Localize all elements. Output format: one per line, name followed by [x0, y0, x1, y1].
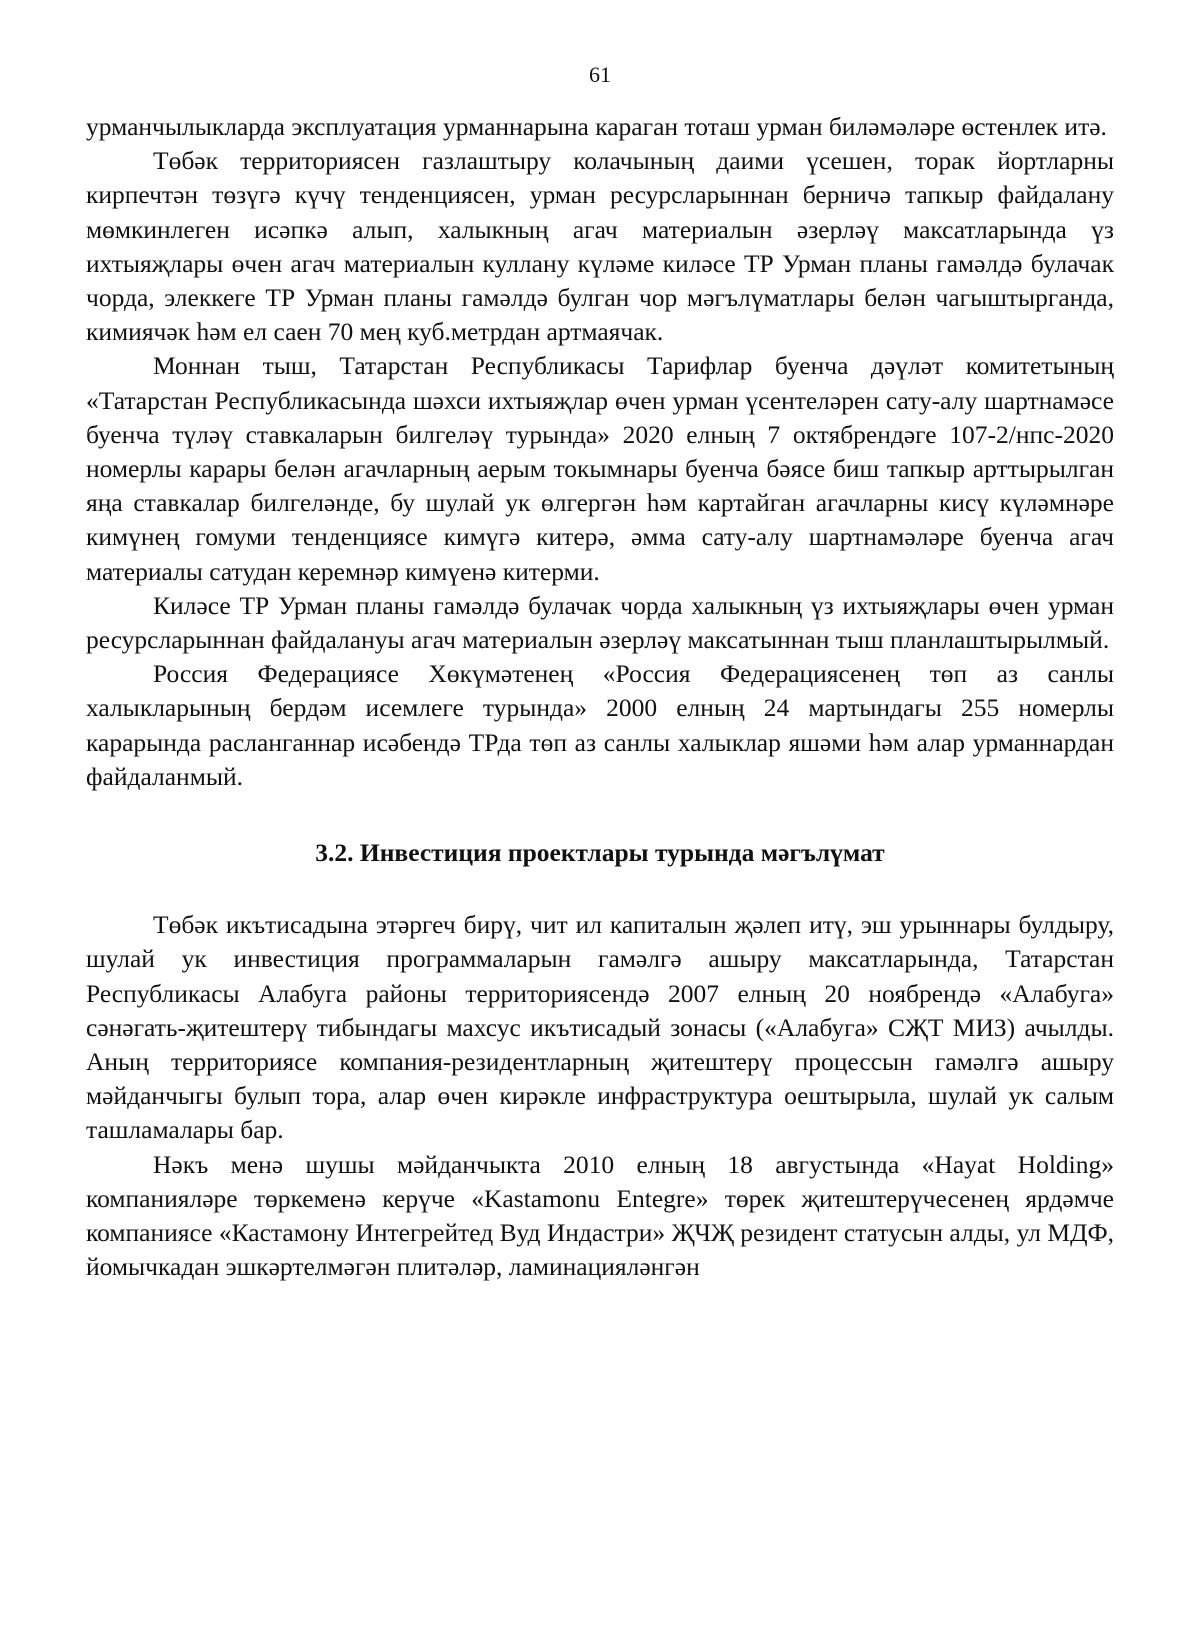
- paragraph-forest-plan: Киләсе ТР Урман планы гамәлдә булачак чорда халыкның үз ихтыяҗлары өчен урман ресурсларыннан файдалануы агач материалын әзерләү максатыннан тыш планлаштырылмый.: [86, 590, 1114, 655]
- paragraph-kastamonu: Нәкъ менә шушы мәйданчыкта 2010 елның 18 августында «Hayat Holding» компанияләре төркеменә керүче «Kastamonu Entegre» төрек җитештерүчесенең ярдәмче компаниясе «Кастамону Интегрейтед Вуд Индастри» ҖЧҖ резидент статусын алды, ул МДФ, йомычкадан эшкәртелмәгән плитәләр, ламинацияләнгән: [86, 1149, 1114, 1282]
- paragraph-continuation: урманчылыкларда эксплуатация урманнарына караган тоташ урман биләмәләре өстенлек итә.: [86, 112, 1107, 141]
- paragraph-tariffs: Моннан тыш, Татарстан Республикасы Тарифлар буенча дәүләт комитетының «Татарстан Республикасында шәхси ихтыяҗлар өчен урман үсентеләрен сату-алу шартнамәсе буенча түләү ставкаларын билгеләү турында» 2020 елның 7 октябрендәге 107-2/нпс-2020 номерлы карары белән агачларның аерым токымнары буенча бәясе биш тапкыр арттырылган яңа ставкалар билгеләнде, бу шулай ук өлгергән һәм картайган агачларны кисү күләмнәре кимүнең гомуми тенденциясе кимүгә китерә, әмма сату-алу шартнамәләре буенча агач материалы сатудан керемнәр кимүенә китерми.: [86, 351, 1114, 586]
- page-number: 61: [589, 62, 611, 87]
- body-text: [86, 110, 1114, 1285]
- paragraph-alabuga-sez: Төбәк икътисадына этәргеч бирү, чит ил капиталын җәлеп итү, эш урыннары булдыру, шулай ук инвестиция программаларын гамәлгә ашыру максатларында, Татарстан Республикасы Алабуга районы территориясендә 2007 елның 20 ноябрендә «Алабуга» сәнәгать-җитештерү тибындагы махсус икътисадый зонасы («Алабуга» СҖТ МИЗ) ачылды. Аның территориясе компания-резидентларның җитештерү процессын гамәлгә ашыру мәйданчыгы булып тора, алар өчен кирәкле инфраструктура оештырыла, шулай ук салым ташламалары бар.: [86, 910, 1114, 1145]
- paragraph-gasification: Төбәк территориясен газлаштыру колачының даими үсешен, торак йортларны кирпечтән төзүгә күчү тенденциясен, урман ресурсларыннан берничә тапкыр файдалану мөмкинлеген исәпкә алып, халыкның агач материалын әзерләү максатларында үз ихтыяҗлары өчен агач материалын куллану күләме киләсе ТР Урман планы гамәлдә булачак чорда, элеккеге ТР Урман планы гамәлдә булган чор мәгълүматлары белән чагыштырганда, кимиячәк һәм ел саен 70 мең куб.метрдан артмаячак.: [86, 146, 1114, 347]
- paragraph-indigenous-peoples: Россия Федерациясе Хөкүмәтенең «Россия Федерациясенең төп аз санлы халыкларының бердәм исемлеге турында» 2000 елның 24 мартындагы 255 номерлы карарында расланганнар исәбендә ТРда төп аз санлы халыклар яшәми һәм алар урманнардан файдаланмый.: [86, 659, 1114, 791]
- section-heading: 3.2. Инвестиция проектлары турында мәгълүмат: [315, 838, 885, 868]
